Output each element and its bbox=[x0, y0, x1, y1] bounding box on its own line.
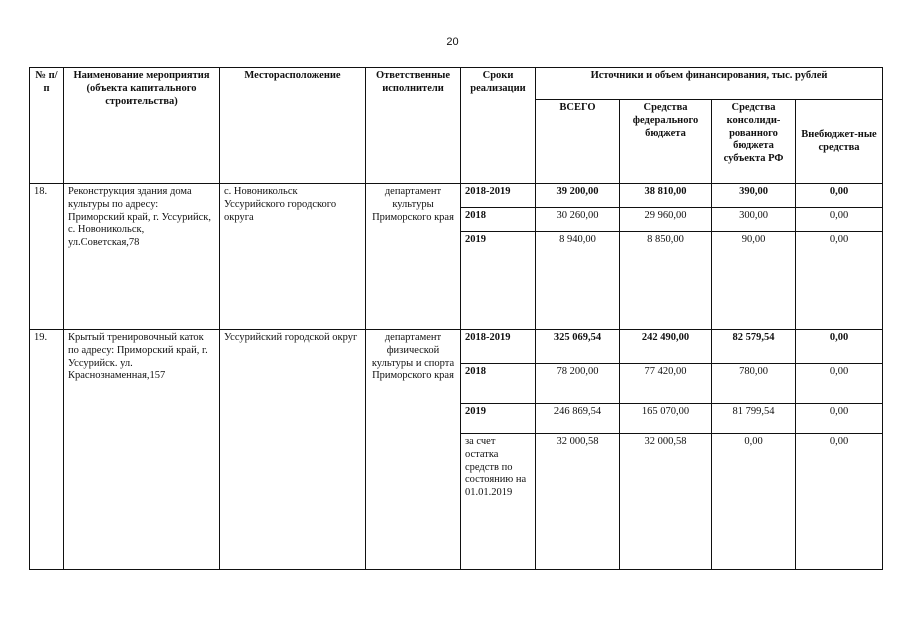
row-total: 78 200,00 bbox=[536, 364, 620, 404]
table-row bbox=[30, 184, 883, 208]
row-federal: 8 850,00 bbox=[620, 232, 712, 330]
header-responsible: Ответственные исполнители bbox=[366, 68, 461, 184]
row-period: 2019 bbox=[461, 404, 536, 434]
row-period: 2018-2019 bbox=[461, 330, 536, 364]
row-regional: 81 799,54 bbox=[712, 404, 796, 434]
row-extra: 0,00 bbox=[796, 364, 883, 404]
header-location: Месторасположение bbox=[220, 68, 366, 184]
row-period: за счет остатка средств по состоянию на 01.01.2019 bbox=[461, 434, 536, 570]
row-extra: 0,00 bbox=[796, 184, 883, 208]
header-num: № п/п bbox=[30, 68, 64, 184]
row-extra: 0,00 bbox=[796, 330, 883, 364]
row-regional: 82 579,54 bbox=[712, 330, 796, 364]
row-extra: 0,00 bbox=[796, 404, 883, 434]
row-name: Крытый тренировочный каток по адресу: Приморский край, г. Уссурийск. ул. Краснознаменная,157 bbox=[64, 330, 220, 570]
row-federal: 77 420,00 bbox=[620, 364, 712, 404]
row-regional: 0,00 bbox=[712, 434, 796, 570]
row-total: 325 069,54 bbox=[536, 330, 620, 364]
header-regional: Средства консолиди-рованного бюджета субъекта РФ bbox=[712, 100, 796, 184]
row-federal: 32 000,58 bbox=[620, 434, 712, 570]
row-extra: 0,00 bbox=[796, 232, 883, 330]
row-num: 18. bbox=[30, 184, 64, 330]
row-total: 32 000,58 bbox=[536, 434, 620, 570]
row-federal: 29 960,00 bbox=[620, 208, 712, 232]
row-total: 8 940,00 bbox=[536, 232, 620, 330]
row-regional: 300,00 bbox=[712, 208, 796, 232]
row-total: 39 200,00 bbox=[536, 184, 620, 208]
row-total: 246 869,54 bbox=[536, 404, 620, 434]
header-period: Сроки реализации bbox=[461, 68, 536, 184]
table-row bbox=[30, 330, 883, 364]
row-regional: 90,00 bbox=[712, 232, 796, 330]
header-funding-group: Источники и объем финансирования, тыс. рублей bbox=[536, 68, 883, 100]
row-total: 30 260,00 bbox=[536, 208, 620, 232]
row-responsible: департамент культуры Приморского края bbox=[366, 184, 461, 330]
header-federal: Средства федерального бюджета bbox=[620, 100, 712, 184]
row-num: 19. bbox=[30, 330, 64, 570]
row-regional: 780,00 bbox=[712, 364, 796, 404]
row-extra: 0,00 bbox=[796, 434, 883, 570]
financing-table bbox=[29, 67, 883, 570]
page-number: 20 bbox=[446, 36, 459, 48]
row-extra: 0,00 bbox=[796, 208, 883, 232]
header-total: ВСЕГО bbox=[536, 100, 620, 184]
header-extra: Внебюджет-ные средства bbox=[796, 100, 883, 184]
row-period: 2018 bbox=[461, 364, 536, 404]
row-period: 2018-2019 bbox=[461, 184, 536, 208]
row-location: с. Новоникольск Уссурийского городского округа bbox=[220, 184, 366, 330]
row-federal: 165 070,00 bbox=[620, 404, 712, 434]
row-federal: 242 490,00 bbox=[620, 330, 712, 364]
row-regional: 390,00 bbox=[712, 184, 796, 208]
row-period: 2018 bbox=[461, 208, 536, 232]
row-responsible: департамент физической культуры и спорта Приморского края bbox=[366, 330, 461, 570]
row-location: Уссурийский городской округ bbox=[220, 330, 366, 570]
row-period: 2019 bbox=[461, 232, 536, 330]
row-name: Реконструкция здания дома культуры по адресу: Приморский край, г. Уссурийск, с. Новоникольск, ул.Советская,78 bbox=[64, 184, 220, 330]
row-federal: 38 810,00 bbox=[620, 184, 712, 208]
header-name: Наименование мероприятия (объекта капитального строительства) bbox=[64, 68, 220, 184]
